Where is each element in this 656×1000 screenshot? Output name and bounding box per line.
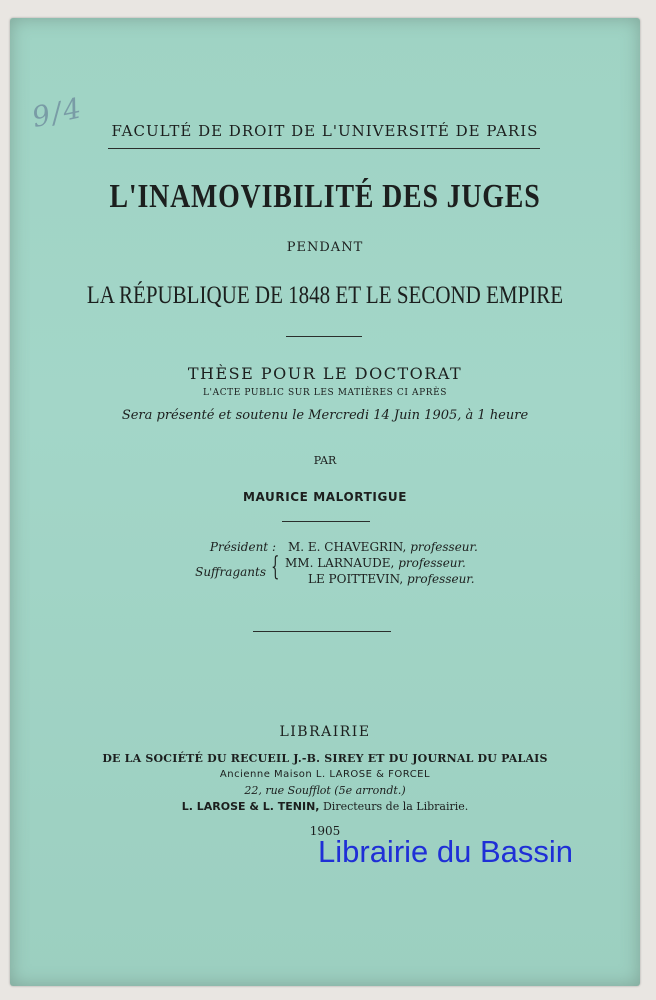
president-label: Président : bbox=[209, 540, 276, 554]
suffragant-name: MM. LARNAUDE, bbox=[285, 556, 395, 570]
suffragant-name: LE POITTEVIN, bbox=[308, 572, 404, 586]
publication-year: 1905 bbox=[309, 824, 341, 838]
header-rule bbox=[108, 148, 540, 149]
suffragant-title: professeur. bbox=[406, 572, 475, 586]
publisher-address: 22, rue Soufflot (5e arrondt.) bbox=[244, 784, 406, 797]
suffragant-entry bbox=[285, 556, 466, 570]
suffragants-brace: { bbox=[271, 552, 280, 582]
title-connector: PENDANT bbox=[286, 240, 364, 255]
thesis-acte: L'ACTE PUBLIC SUR LES MATIÈRES CI APRÈS bbox=[202, 388, 448, 398]
author-name: MAURICE MALORTIGUE bbox=[242, 490, 408, 504]
suffragant-entry bbox=[308, 572, 475, 586]
divider-rule bbox=[286, 336, 362, 337]
publisher-name: DE LA SOCIÉTÉ DU RECUEIL J.-B. SIREY ET DU JOURNAL DU PALAIS bbox=[102, 752, 548, 765]
thesis-title: L'INAMOVIBILITÉ DES JUGES bbox=[109, 178, 541, 215]
defense-date: Sera présenté et soutenu le Mercredi 14 Juin 1905, à 1 heure bbox=[121, 408, 529, 423]
by-label: PAR bbox=[313, 454, 337, 467]
faculty-header: FACULTÉ DE DROIT DE L'UNIVERSITÉ DE PARIS bbox=[111, 122, 539, 140]
thesis-subtitle: LA RÉPUBLIQUE DE 1848 ET LE SECOND EMPIRE bbox=[86, 282, 564, 309]
handwritten-note: 9/4 bbox=[29, 91, 86, 134]
divider-rule bbox=[253, 631, 391, 632]
publisher-heading: LIBRAIRIE bbox=[279, 724, 371, 740]
directors-suffix: Directeurs de la Librairie. bbox=[322, 800, 469, 813]
thesis-heading: THÈSE POUR LE DOCTORAT bbox=[187, 364, 463, 383]
directors-names: L. LAROSE & L. TENIN, bbox=[181, 800, 320, 813]
publisher-former-name: Ancienne Maison L. LAROSE & FORCEL bbox=[219, 769, 431, 780]
book-cover bbox=[10, 18, 640, 986]
president-entry bbox=[288, 540, 478, 554]
suffragants-label: Suffragants bbox=[195, 565, 266, 579]
president-name: M. E. CHAVEGRIN, bbox=[288, 540, 407, 554]
president-title: professeur. bbox=[410, 540, 478, 554]
divider-rule bbox=[282, 521, 370, 522]
seller-watermark: Librairie du Bassin bbox=[318, 834, 574, 869]
publisher-directors bbox=[10, 800, 640, 813]
suffragant-title: professeur. bbox=[398, 556, 466, 570]
